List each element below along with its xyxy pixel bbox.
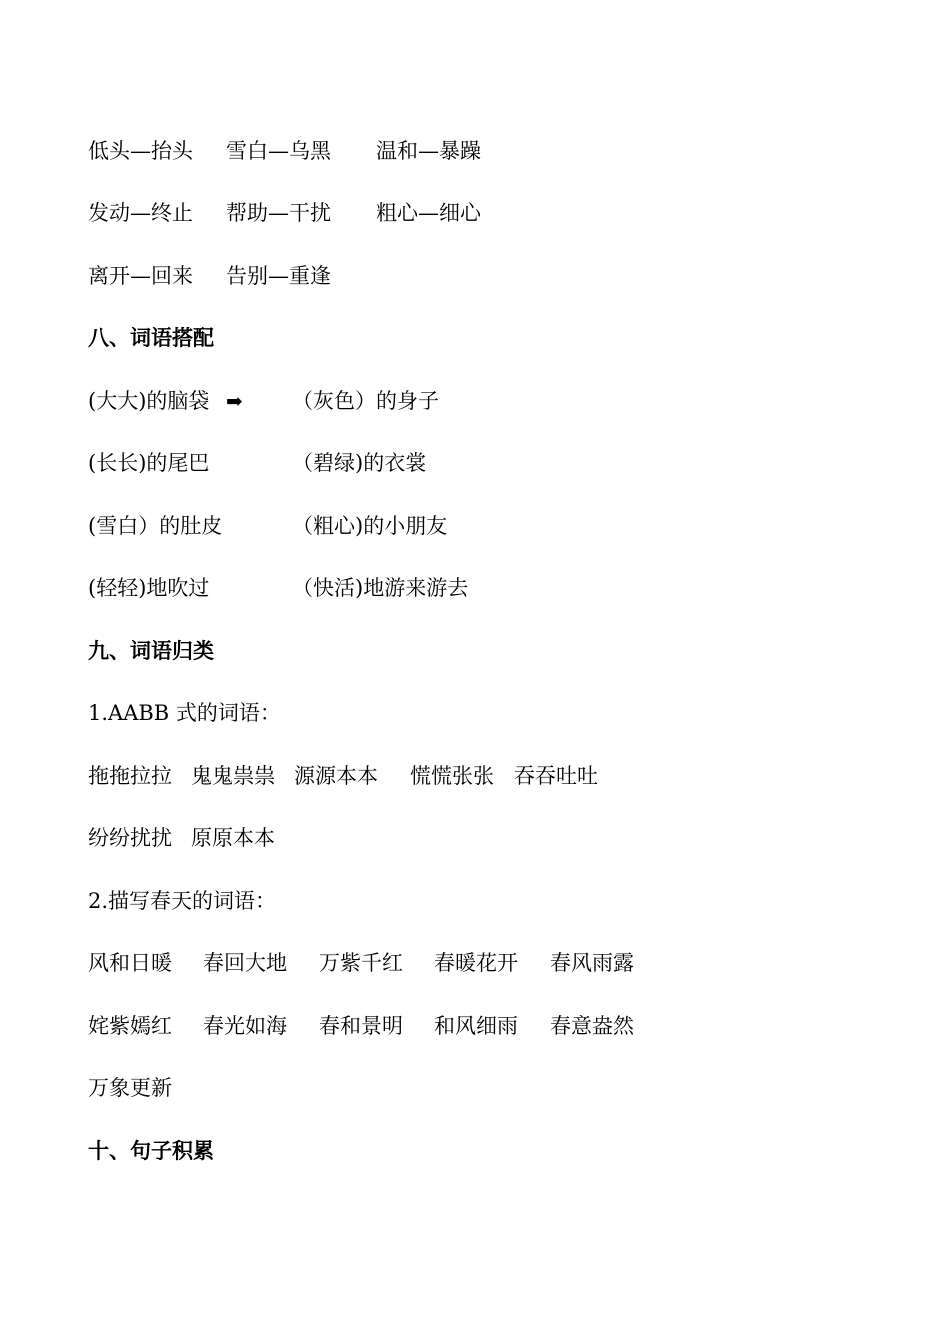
word-item: 春风雨露 [550,951,634,975]
antonym-item: 雪白—乌黑 [226,139,331,163]
collocation-right: （快活)地游来游去 [292,576,469,600]
word-item: 春暖花开 [434,951,518,975]
word-item: 吞吞吐吐 [514,764,598,788]
word-item: 春和景明 [319,1014,403,1038]
section-heading-8: 八、词语搭配 [88,326,214,350]
antonym-item: 温和—暴躁 [376,139,481,163]
word-item: 源源本本 [294,764,378,788]
word-item: 鬼鬼祟祟 [191,764,275,788]
word-item: 纷纷扰扰 [88,826,172,850]
section-heading-10: 十、句子积累 [88,1139,214,1163]
subheading-spring: 2.描写春天的词语： [88,889,277,913]
word-item: 慌慌张张 [410,764,494,788]
word-item: 万象更新 [88,1076,172,1100]
collocation-left: (雪白）的肚皮 [88,514,223,538]
word-item: 风和日暖 [88,951,172,975]
antonym-item: 帮助—干扰 [226,201,331,225]
antonym-item: 离开—回来 [88,264,193,288]
collocation-left: (轻轻)地吹过 [88,576,210,600]
antonym-item: 低头—抬头 [88,139,193,163]
arrow-right-icon: ➡ [226,389,243,413]
collocation-left: (长长)的尾巴 [88,451,210,475]
word-item: 原原本本 [191,826,275,850]
subheading-aabb: 1.AABB 式的词语： [88,701,281,725]
word-item: 春光如海 [203,1014,287,1038]
collocation-left: (大大)的脑袋 [88,389,210,413]
collocation-right: （灰色）的身子 [292,389,439,413]
collocation-right: （粗心)的小朋友 [292,514,448,538]
word-item: 春回大地 [203,951,287,975]
section-heading-9: 九、词语归类 [88,639,214,663]
word-item: 姹紫嫣红 [88,1014,172,1038]
antonym-item: 粗心—细心 [376,201,481,225]
word-item: 万紫千红 [319,951,403,975]
antonym-item: 发动—终止 [88,201,193,225]
word-item: 拖拖拉拉 [88,764,172,788]
collocation-right: （碧绿)的衣裳 [292,451,427,475]
word-item: 和风细雨 [434,1014,518,1038]
antonym-item: 告别—重逢 [226,264,331,288]
word-item: 春意盎然 [550,1014,634,1038]
